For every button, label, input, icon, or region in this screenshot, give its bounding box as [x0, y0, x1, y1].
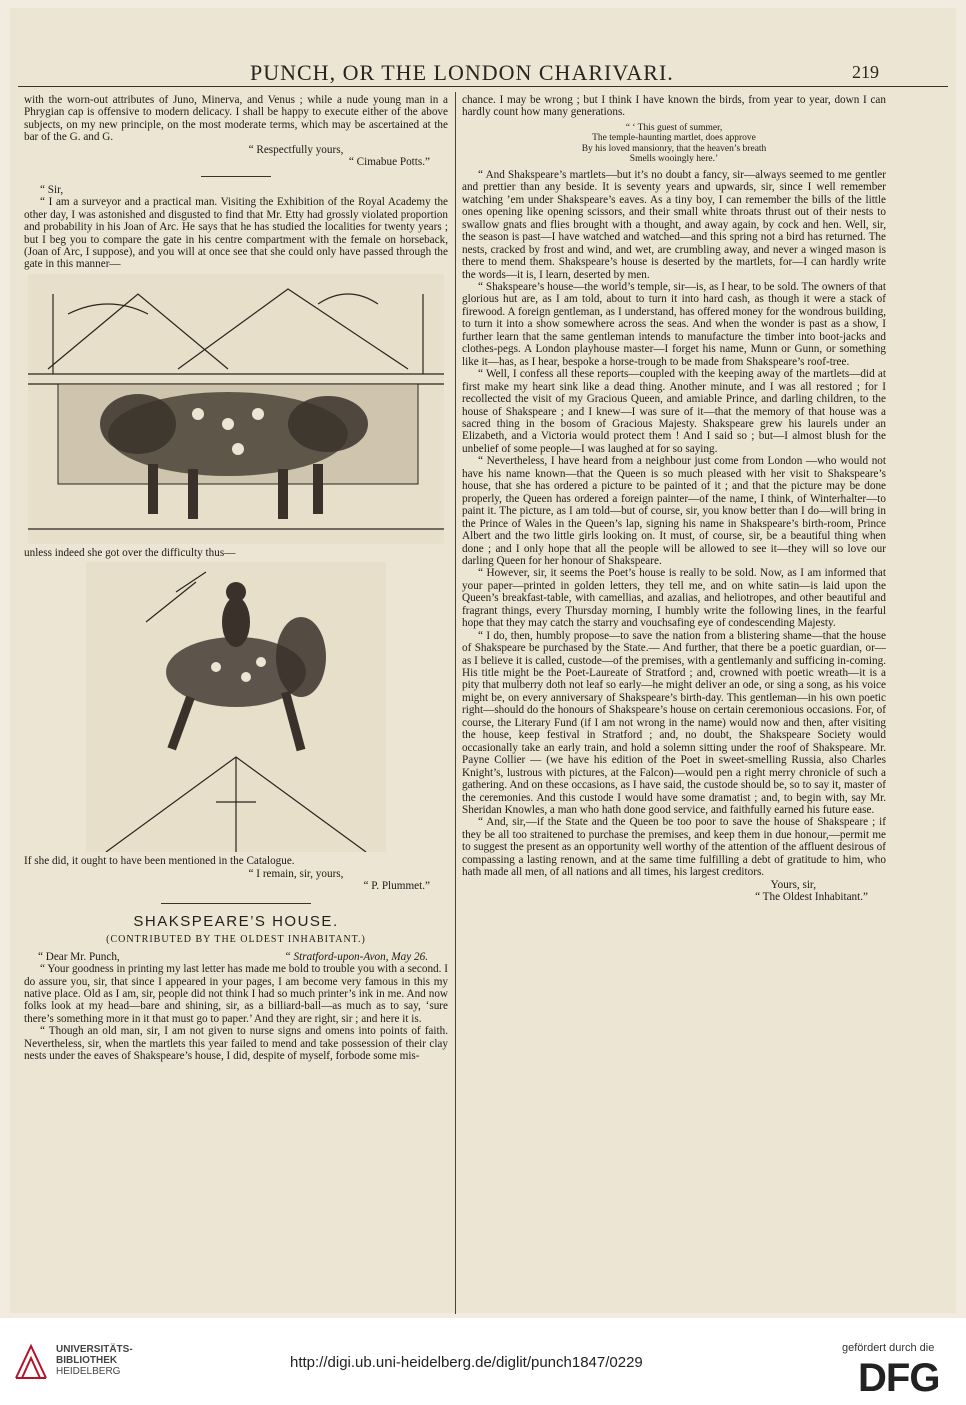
- paragraph: “ However, sir, it seems the Poet’s house is really to be sold. Now, as I am informed that your paper—printed in golden letters, they tell me, and on white satin—is laid upon the Queen’s breakfast-table, with camellias, and azalias, and heliotropes, and other beautiful and fragrant things, every Thursday morning, I humbly write the following lines, in the fearful hope that they may catch the starry and vouchsafing eye of condescending Majesty.: [462, 567, 886, 630]
- verse-line: By his loved mansionry, that the heaven’s breath: [581, 143, 767, 154]
- newspaper-page: [10, 8, 956, 1313]
- salutation: “ Sir,: [40, 183, 64, 196]
- digitization-footer: [0, 1318, 966, 1405]
- left-column: [24, 94, 448, 1063]
- divider: [201, 176, 271, 177]
- paragraph: “ Though an old man, sir, I am not given to nurse signs and omens into points of faith. Nevertheless, sir, when the martlets this year failed to mend and take possession of their clay nests under the eaves of Shakspeare’s house, I did, despite of myself, forbode some mis-: [24, 1025, 448, 1063]
- paragraph: “ And, sir,—if the State and the Queen be too poor to save the house of Shakspeare ; if they be all too straitened to purchase the premises, and keep them in due honour,—permit me to suggest the present as an opportunity well worthy of the attention of the affluent desirous of compassing a lasting renown, and at the same time fulfilling a debt of gratitude to him, who hath made all men, of all nations and all times, his largest creditors.: [462, 816, 886, 879]
- divider: [161, 903, 311, 904]
- library-name-line: UNIVERSITÄTS-: [56, 1344, 133, 1355]
- header-rule: [18, 86, 948, 87]
- library-name: [56, 1344, 133, 1377]
- paragraph: chance. I may be wrong ; but I think I have known the birds, from year to year, down I can hardly count how many generations.: [462, 94, 886, 119]
- verse-line: “ ‘ This guest of summer,: [625, 122, 723, 133]
- date: “ Stratford-upon-Avon, May 26.: [284, 950, 428, 963]
- signature: “ I remain, sir, yours,: [248, 867, 344, 880]
- running-head: PUNCH, OR THE LONDON CHARIVARI.: [250, 60, 674, 85]
- right-column: [462, 94, 886, 904]
- gate-with-horse-illustration: [28, 274, 444, 544]
- paragraph: “ Well, I confess all these reports—coupled with the keeping away of the martlets—did at first make my heart sink like a dead thing. Another minute, and I was all restored ; for I recollected the visit of my Gracious Queen, and amiable Prince, and darling children, to the house of Shakspeare ; and I knew—I was sure of it—that the memory of that house was a sacred thing in the bosom of Gracious Majesty. Shakspeare grew his laurels under an Elizabeth, and a Victoria would protect them ! And I said so ; but—I almost blush for the unbelief of some people—I was laughed at for so saying.: [462, 368, 886, 455]
- dfg-logo: DFG: [858, 1356, 940, 1400]
- signature: “ The Oldest Inhabitant.”: [755, 891, 868, 904]
- page-header: [10, 8, 956, 84]
- paragraph: If she did, it ought to have been mentioned in the Catalogue.: [24, 855, 295, 868]
- signature: “ Cimabue Potts.”: [348, 156, 430, 169]
- paragraph: “ And Shakspeare’s martlets—but it’s no doubt a fancy, sir—always seemed to me gentler and prettier than any beside. It is seventy years and upwards, sir, since I well remember watching ’em under Shakspeare’s eaves. As a tiny boy, I can remember the bills of the little ones opening like opening scissors, and their small white throats thrust out of their nests to swallow gnats and flies brought with a thought, and away again, by cock and hen. Well, sir, the season is past—I have watched and watched—and this spring not a bird has returned. The nests, cracked by frost and wind, and wet, are crumbling away, and never a winged mason is there to mend them. Shakspeare’s house is deserted by the martlets, for—I can hardly write the words—it is, I learn, deserted by men.: [462, 168, 886, 281]
- library-name-line: BIBLIOTHEK: [56, 1355, 118, 1366]
- paragraph: unless indeed she got over the difficulty thus—: [24, 546, 236, 559]
- signature: “ Respectfully yours,: [248, 143, 344, 156]
- paragraph: “ I do, then, humbly propose—to save the nation from a blistering shame—that the house of Shakspeare be purchased by the State.— And further, that there be a poetic guardian, or—as I believe it is called, custode—of the premises, with a gentlemanly and sufficing in-coming. His title might be the Poet-Laureate of Stratford ; and, crowned with poetic wreath—it is a pity that mulberry doth not leaf so early—he might deliver an ode, or sing a song, as his voice might be, on every anniversary of Shakspeare’s birth-day. This gentleman—in his own poetic right—should do the honours of Shakspeare’s house on certain ceremonious occasions. For, of course, the Literary Fund (if I am not wrong in the name) would now and then, after visiting the house, keep festival in Stratford ; and, no doubt, the Shakspeare Society would occasionally take an early train, and hold a solemn sitting under the roof of Shakspeare. Mr. Payne Collier — (we have his edition of the Poet in sweet-smelling Russia, also Charles Knight’s, lustrous with pictures, at the Falcon)—would pen a right merry chronicle of such a gathering. And on these occasions, as I have said, the custode should be, so to say it, master of the ceremonies. And this custode I would have some dramatist ; and, to begin with, say Mr. Sheridan Knowles, a man who hath done good service, and faithfully earned his future ease.: [462, 629, 886, 817]
- verse-line: The temple-haunting martlet, does approve: [592, 133, 756, 144]
- verse-quote: [462, 123, 886, 165]
- verse-line: Smells wooingly here.’: [629, 154, 719, 165]
- dateline: [24, 951, 448, 963]
- page-number: 219: [852, 62, 879, 82]
- horse-leaping-gate-illustration: [86, 562, 386, 852]
- source-url-link[interactable]: http://digi.ub.uni-heidelberg.de/diglit/punch1847/0229: [290, 1354, 643, 1371]
- section-title: SHAKSPEARE’S HOUSE.: [133, 912, 339, 930]
- paragraph: “ Your goodness in printing my last letter has made me bold to trouble you with a second. I do assure you, sir, that since I appeared in your pages, I am become very famous in this my native place. Old as I am, sir, people did not think I had so much printer’s ink in me. And now folks look at my head—bare and shining, sir, as a billiard-ball—as much as to say, ‘sure there’s something more in it that must go to paper.’ And they are right, sir ; and here it is.: [24, 963, 448, 1025]
- library-name-line: HEIDELBERG: [56, 1366, 121, 1377]
- paragraph: “ Nevertheless, I have heard from a neighbour just come from London —who would not have his name known—that the Queen is so much pleased with her visit to Shakspeare’s house, that she has ordered a picture to be painted of it ; and that the picture may be done properly, the Queen has ordered a foreign painter—of the name, I think, of Winterhalter—to paint it. The picture, as I am told—but of course, sir, you know better than I do—will bring in the Prince of Wales in the Queen’s lap, signing his name in Shakspeare’s birth-room, Prince Albert and the two little girls looking on. It must, of course, sir, be a beautiful thing when done ; and I only hope that all the people will be allowed to see it—they will so love our darling Queen for her honour of Shakspeare.: [462, 455, 886, 567]
- paragraph: “ Shakspeare’s house—the world’s temple, sir—is, as I hear, to be sold. The owners of that glorious hut are, as I am told, about to turn it into hard cash, as though it were a stack of firewood. A foreign gentleman, as I understand, has offered money for the wondrous building, to turn it into a show somewhere across the seas. And when the wonder is past as a show, I further learn that the same gentleman intends to manufacture the timber into boot-jacks and clothes-pegs. A London playhouse master—I forget his name, Munn or Gunn, or something like it—has, as I hear, bespoke a horse-trough to be made from Shakspeare’s roof-tree.: [462, 280, 886, 368]
- library-logo-icon: [14, 1340, 48, 1380]
- section-subtitle: (CONTRIBUTED BY THE OLDEST INHABITANT.): [106, 934, 366, 946]
- salutation: “ Dear Mr. Punch,: [38, 950, 120, 963]
- paragraph: “ I am a surveyor and a practical man. Visiting the Exhibition of the Royal Academy the other day, I was astonished and disgusted to find that Mr. Etty had grossly violated proportion and probability in his Joan of Arc. He says that he has studied the localities for twenty years ; but I beg you to compare the gate in his centre compartment with the female on horseback, (Joan of Arc, I suppose), and you will at once see that she could only have passed through the gate in this manner—: [24, 196, 448, 271]
- paragraph: with the worn-out attributes of Juno, Minerva, and Venus ; while a nude young man in a Phrygian cap is offensive to modern delicacy. I shall be happy to execute either of the above subjects, on my new principle, on the most moderate terms, which may be ascertained at the bar of the G. and G.: [24, 94, 448, 144]
- signature: “ P. Plummet.”: [363, 880, 430, 893]
- column-rule: [455, 92, 456, 1314]
- funded-by-label: gefördert durch die: [842, 1342, 935, 1354]
- signature: Yours, sir,: [770, 878, 816, 891]
